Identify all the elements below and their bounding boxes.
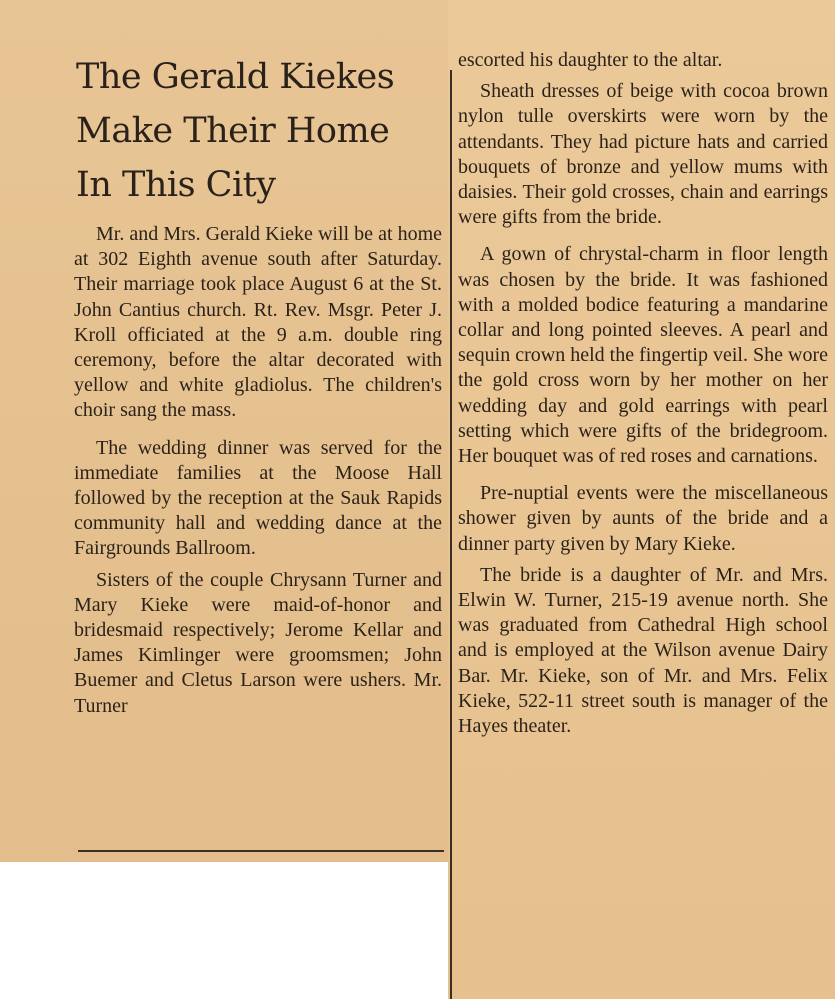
right-column	[458, 48, 828, 739]
article-paragraph: Sheath dresses of beige with cocoa brown nylon tulle overskirts were worn by the attendants. They had picture hats and carried bouquets of bronze and yellow mums with daisies. Their gold crosses, chain and earrings were gifts from the bride.	[458, 80, 828, 229]
article-paragraph: A gown of chrystal-charm in floor length was chosen by the bride. It was fashioned with a molded bodice featuring a mandarine collar and long pointed sleeves. A pearl and sequin crown held the fingertip veil. She wore the gold cross worn by her mother on her wedding day and gold earrings with pearl setting which were gifts of the bridegroom. Her bouquet was of red roses and carnations.	[458, 243, 828, 468]
article-paragraph: The wedding dinner was served for the immediate families at the Moose Hall followed by the reception at the Sauk Rapids community hall and wedding dance at the Fairgrounds Ballroom.	[74, 436, 442, 560]
headline-line: In This City	[76, 165, 276, 205]
column-end-rule	[78, 850, 444, 852]
article-paragraph: Sisters of the couple Chrysann Turner and Mary Kieke were maid-of-honor and bridesmaid respectively; Jerome Kellar and James Kimlinger were groomsmen; John Buemer and Cletus Larson were ushers. Mr. Turner	[74, 568, 442, 717]
left-column	[74, 222, 442, 719]
headline	[76, 50, 448, 212]
article-paragraph: The bride is a daughter of Mr. and Mrs. Elwin W. Turner, 215-19 avenue north. She was graduated from Cathedral High school and is employed at the Wilson avenue Dairy Bar. Mr. Kieke, son of Mr. and Mrs. Felix Kieke, 522-11 street south is manager of the Hayes theater.	[458, 563, 828, 738]
headline-line: The Gerald Kiekes	[76, 57, 395, 97]
headline-line: Make Their Home	[76, 111, 390, 151]
article-paragraph: Mr. and Mrs. Gerald Kieke will be at home at 302 Eighth avenue south after Saturday. Their marriage took place August 6 at the St. John Cantius church. Rt. Rev. Msgr. Peter J. Kroll officiated at the 9 a.m. double ring ceremony, before the altar decorated with yellow and white gladiolus. The children's choir sang the mass.	[74, 223, 442, 422]
article-paragraph: Pre-nuptial events were the miscellaneous shower given by aunts of the bride and a dinner party given by Mary Kieke.	[458, 482, 828, 555]
article-paragraph: escorted his daughter to the altar.	[458, 49, 723, 71]
column-divider	[450, 70, 452, 999]
background-corner	[0, 862, 448, 999]
